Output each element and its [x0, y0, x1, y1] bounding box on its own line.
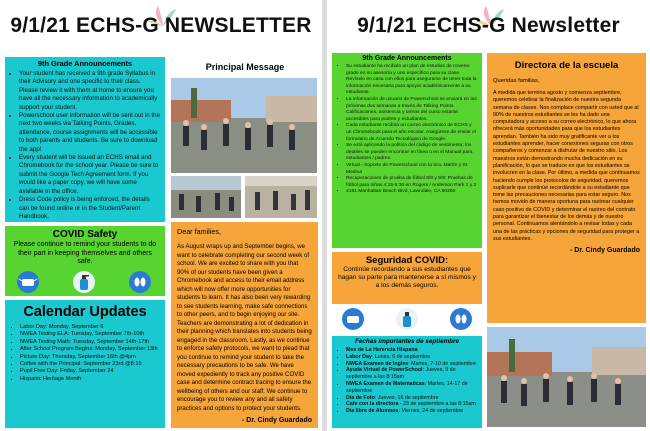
campus-photo-students — [487, 327, 646, 427]
covid-safety-box — [332, 252, 482, 304]
list-item: • Dia de Foto: Jueves, 16 de septiembre — [346, 395, 477, 402]
face-mask-icon — [17, 271, 39, 293]
calendar-list — [11, 324, 159, 383]
list-item: • Your student has received a 9th grade Syllabus in their Advisory and one specific to their class. Please review it with them at home to ensure you have all the necessary information to academically support your student. — [19, 70, 160, 112]
calendar-updates-box — [5, 300, 165, 428]
director-message-box — [487, 53, 646, 323]
director-body: A medida que termina agosto y comienza septiembre, queremos celebrar la finalización de nuestra segunda semana de clases. Nos complace compartir con usted que al 90% de nuestros estudiantes se les ha dado una computadora y acceso a su correo electrónico, lo que ahora ofrecerá más oportunidades para que los estudiantes aprendan. También ha sido muy gratificante ver a los estudiantes aprender, hacer conexiones seguras con otros compañeros y comenzar a disfrutar de nuestro sitio. Los maestros están demostrando mucha dedicación en su planificación, lo que se traduce en que los estudiantes se involucren en la clase. Por último, a medida que continuamos haciendo cumplir los protocolos de seguridad, queremos suplicarle que continúe recordándole a su estudiante que tome las precauciones necesarias para estar seguro. Nos hemos movido de manera oportuna para rastrear cualquier caso positivo de COVID y determinar el rastreo del contrato para garantizar el bienestar de los demás y de nuestro personal. Continuamos alentándolo a revisar todas y cada una de las prácticas y opciones de seguridad para proteger a sus estudiantes. — [493, 90, 640, 242]
principal-greeting: Dear families, — [177, 227, 221, 236]
list-item: • Dia libre de Alumnos: Viernes, 24 de septiembre — [346, 408, 477, 415]
covid-icons-row — [332, 305, 482, 335]
social-distance-footprints-icon — [129, 271, 151, 293]
list-item: • Every student will be issued an ECHS email and Chromebook for the school year. Please be sure to submit the Google Tech Agreement form. If you would like a paper copy, we will have some available in the office. — [19, 154, 160, 196]
list-item: • Se está aplicando la política del código de vestimenta; los detalles se pueden encontrar en línea o en el Manual para estudiantes / padres. — [346, 143, 477, 163]
list-item: • Pupil Free Day: Friday, September 24 — [20, 368, 159, 375]
list-item: • Recuperaciones de prueba de fútbol 8/8 y 9/9: Pruebas de fútbol para niñas 4:15-5:30 en Rogers / Anderson Park 1 y 2 — [346, 176, 477, 189]
list-item: • After School Program Begins: Monday, September 13th — [20, 346, 159, 353]
principal-signature: - Dr. Cindy Guardado — [241, 417, 312, 424]
director-heading: Directora de la escuela — [514, 60, 619, 71]
list-item: • Cafe con la directora - 23 de septiembre a las 8:15am — [346, 401, 477, 408]
dates-heading: Fechas importantes de septiembre — [355, 338, 459, 345]
principal-message-heading: Principal Message — [205, 62, 285, 72]
list-item: • NWEA Examen de Matematicas: Martes, 14-17 de septiembre — [346, 381, 477, 395]
newsletter-page-english — [0, 0, 322, 431]
list-item: • NWEA Testing ELA: Tuesday, September 7th-10th — [20, 331, 159, 338]
list-item: • 4161 Manhattan Beach Blvd, Lawndale, CA 90260 — [346, 189, 477, 196]
director-greeting: Queridas familias, — [493, 78, 540, 84]
list-item: • La información de usuario de Powerschool se enviará en las próximas dos semanas a través de Talking Points. Calificaciones, asistencia y tareas del curso estarán accesibles para padres y estudiantes. — [346, 97, 477, 123]
ninth-grade-list — [10, 70, 160, 221]
covid-heading: Seguridad COVID: — [365, 255, 449, 266]
principal-message-box — [171, 222, 318, 428]
campus-photo-students — [171, 78, 317, 173]
ninth-grade-heading: 9th Grade Announcements — [362, 55, 452, 62]
list-item: • Powerschool user information will be sent out in the next two weeks via Talking Points, Grades, attendance, course assignments will be accessible to both parents and students. Be sure to download the app! — [19, 112, 160, 154]
list-item: • Picture Day: Thursday, September 16th @4pm — [20, 354, 159, 361]
newsletter-page-spanish — [327, 0, 650, 431]
list-item: • Hispanic Heritage Month — [20, 376, 159, 383]
important-dates-box — [332, 336, 482, 428]
hand-sanitizer-icon — [396, 308, 418, 330]
face-mask-icon — [342, 308, 364, 330]
list-item: • Cada estudiante recibirá un correo electrónico de ECHS y un Chromebook para el año escolar. Asegúrese de enviar el formulario de Acuerdo Tecnológico de Google. — [346, 123, 477, 143]
covid-text: Continúe recordando a sus estudiantes que hagan su parte para mantenerse a sí mismos y a los demás seguros. — [338, 266, 476, 289]
ninth-grade-list — [337, 64, 477, 196]
covid-heading: COVID Safety — [52, 229, 118, 240]
dates-list — [337, 347, 477, 415]
principal-body: As August wraps up and September begins, we want to celebrate completing our second week of school. We are excited to share with you that 90% of our students have been given a Chromebook and access to their email address which will now offer more opportunities for students to learn. It has also been very rewarding to see students learning, make safe connections to other peers, and to begin enjoying our site. Teachers are demonstrating a lot of dedication in their planning which translates into students being engaged in the classroom. Lastly, as we continue to enforce safety protocols, we want to plead that you continue to remind your student to take the necessary precautions to be safe. We have moved expediently to track any positive COVID case and determine contract tracing to ensure the wellbeing of others and our staff. We continue to encourage you to review any and all safety practices and options to protect your students. — [177, 243, 312, 412]
list-item: • Virtual - Soporte de Powerschool con la Sra. Martín y Sr. Medina — [346, 163, 477, 176]
list-item: • Dress Code policy is being enforced, the details can be found online or in the Student/Parent Handbook. — [19, 196, 160, 221]
social-distance-footprints-icon — [450, 308, 472, 330]
director-signature: - Dr. Cindy Guardado — [569, 247, 640, 255]
list-item: • NWEA Testing Math: Tuesday, September 14th-17th — [20, 339, 159, 346]
list-item: • Su estudiante ha recibido un plan de estudios de noveno grado en su asesoría y uno específico para su clase. Revíselo en casa con ellos para asegurarse de tener toda la información necesaria para apoyar académicamente a su estudiante. — [346, 64, 477, 97]
ninth-grade-heading: 9th Grade Announcements — [37, 59, 133, 68]
list-item: • Mes de La Herencia Hispana — [346, 347, 477, 354]
newsletter-title: 9/1/21 ECHS-G Newsletter — [357, 14, 620, 37]
calendar-heading: Calendar Updates — [23, 304, 147, 320]
covid-safety-box — [5, 226, 165, 296]
list-item: • Coffee with the Principal: September 23rd @8:15 — [20, 361, 159, 368]
list-item: • NWEA Examen de Ingles: Martes, 7-10 de septiembre — [346, 361, 477, 368]
list-item: • Labor Day: Lunes, 6 de septiembre — [346, 354, 477, 361]
hand-sanitizer-icon — [73, 271, 95, 293]
newsletter-title: 9/1/21 ECHS-G NEWSLETTER — [10, 14, 312, 37]
list-item: • Ayuda Virtual de PowerSchool: Jueves, 9 de septiembre a las 8:15am — [346, 367, 477, 381]
ninth-grade-announcements-box — [5, 57, 165, 222]
campus-photo-hallway — [245, 176, 317, 218]
campus-photo-courtyard — [171, 176, 241, 218]
ninth-grade-announcements-box — [332, 53, 482, 248]
covid-text: Please continue to remind your students to do their part in keeping themselves and others safe. — [13, 241, 157, 266]
list-item: • Labor Day: Monday, September 6 — [20, 324, 159, 331]
